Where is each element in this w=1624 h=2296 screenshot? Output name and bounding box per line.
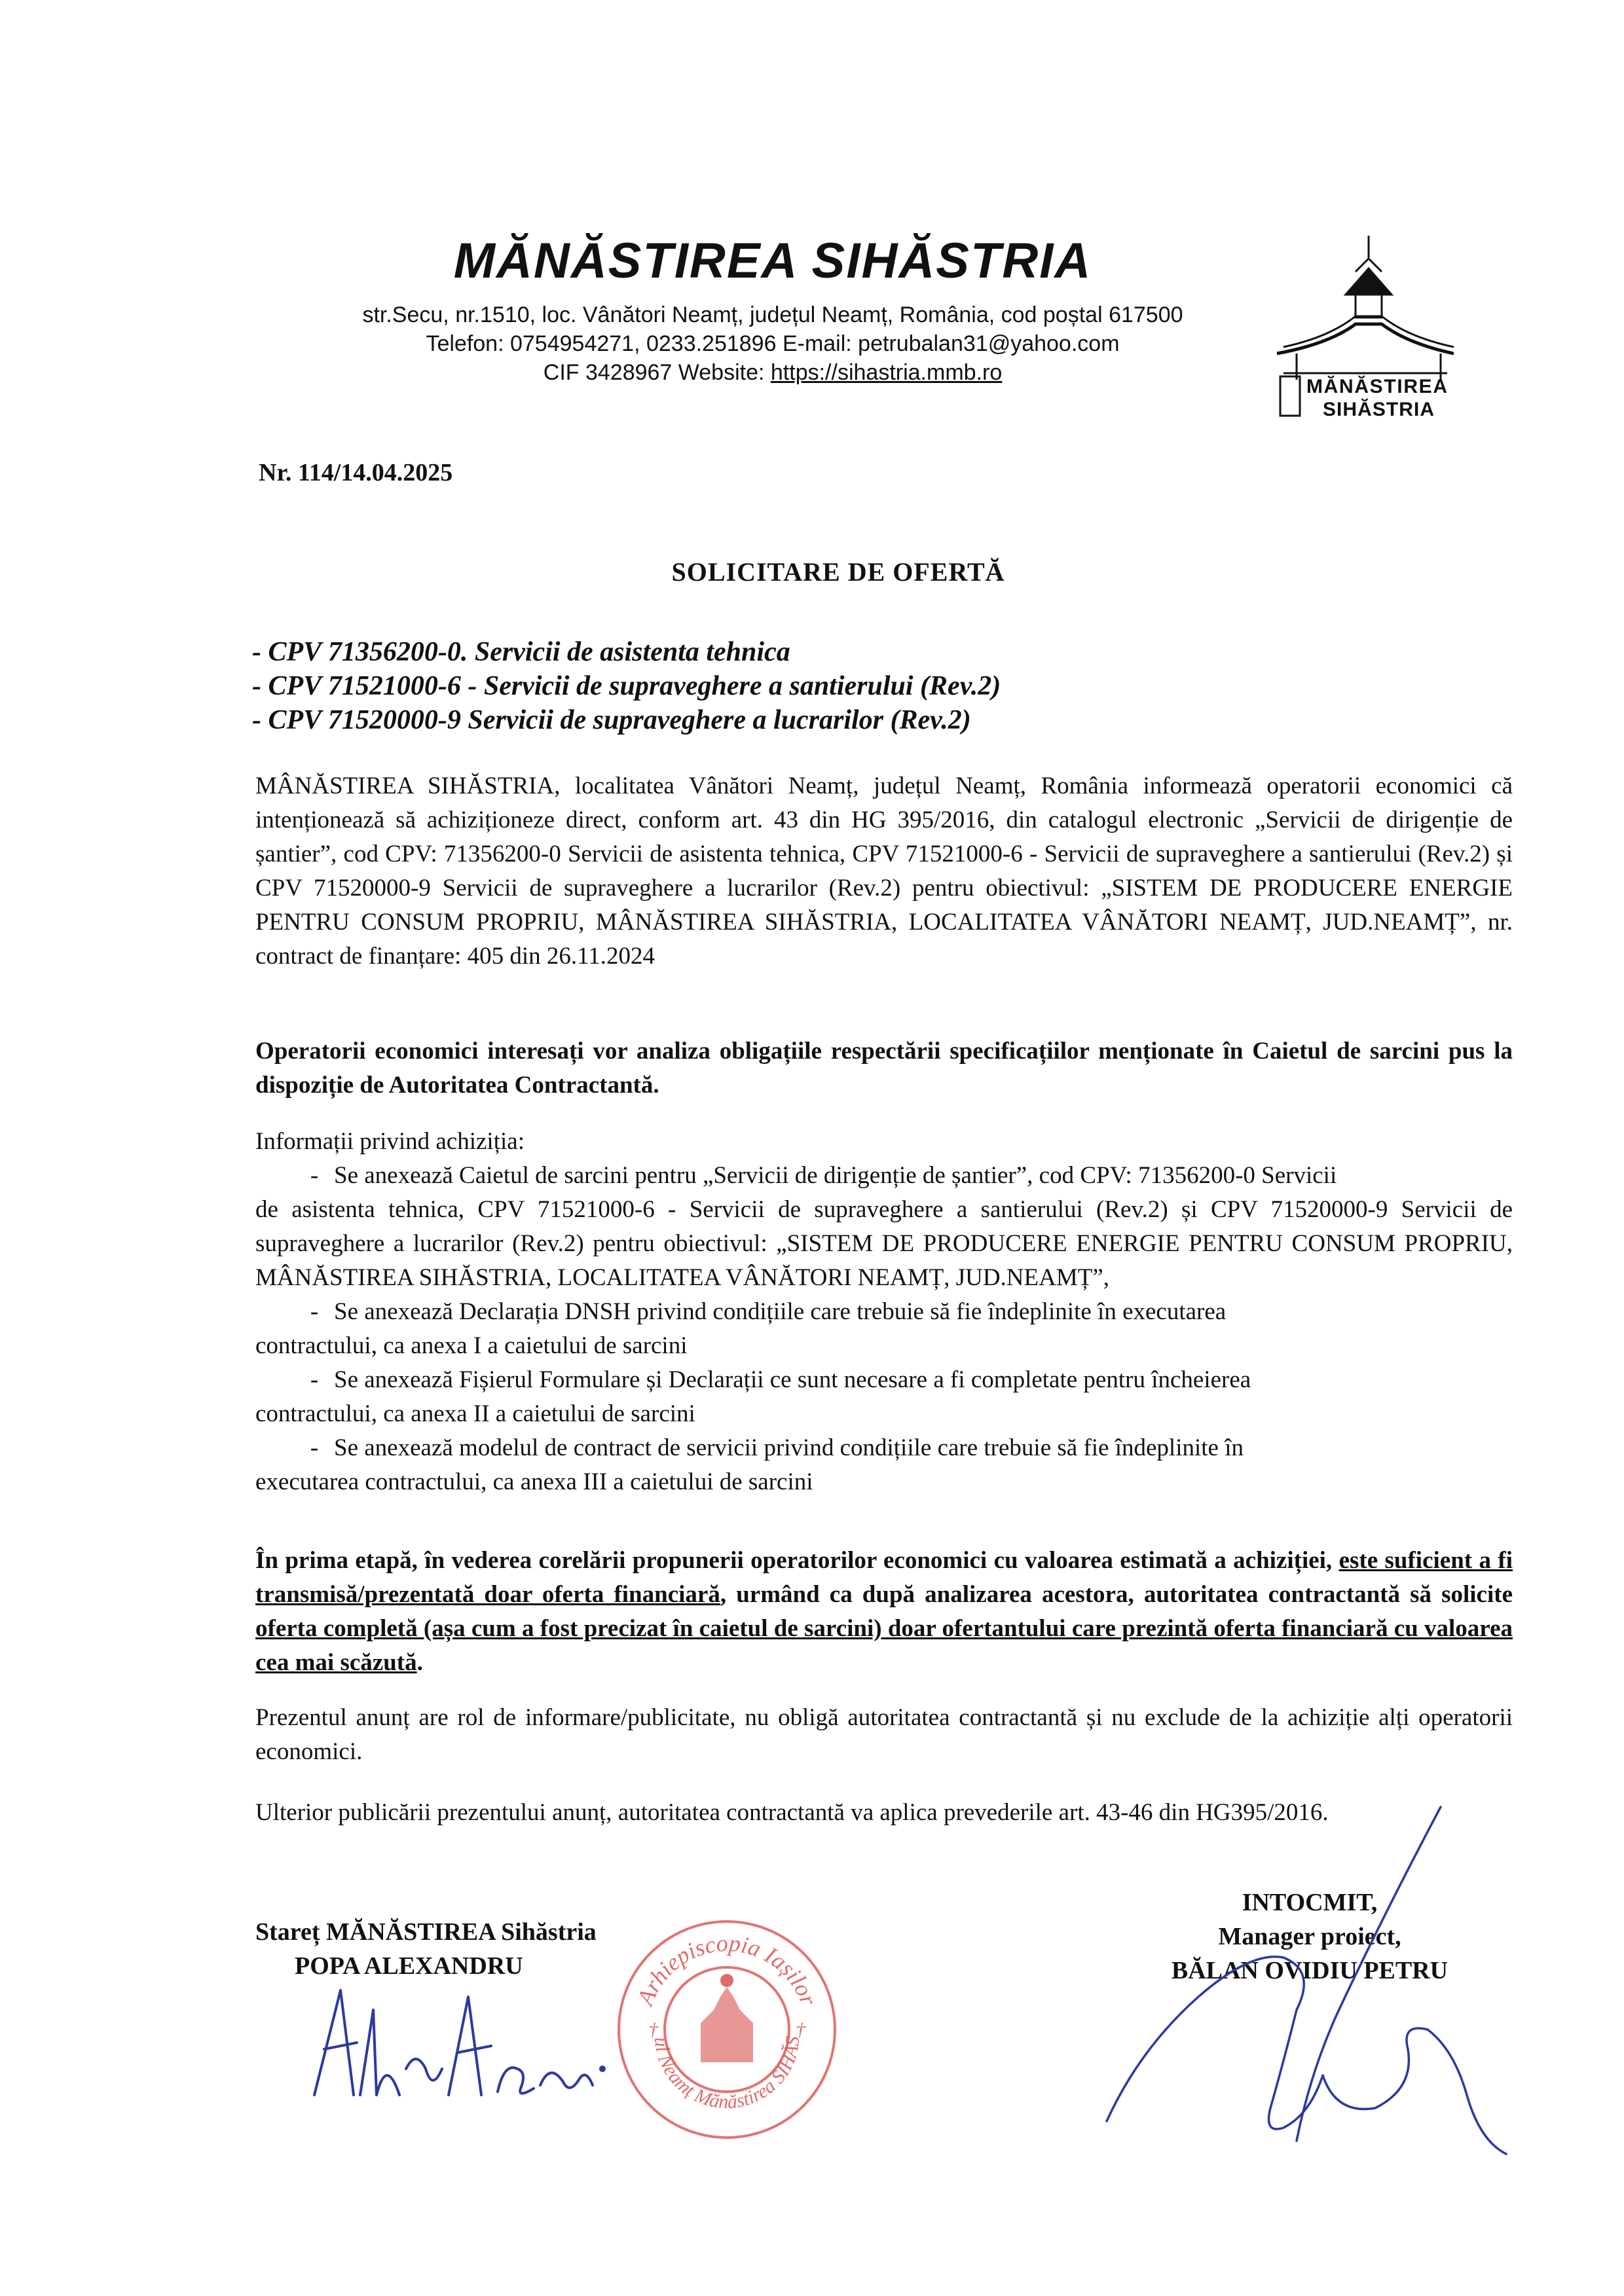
bullet-dash: - xyxy=(310,1298,319,1325)
info-heading: Informații privind achiziția: xyxy=(255,1128,525,1155)
cpv-line-3: - CPV 71520000-9 Servicii de supraveghere a lucrarilor (Rev.2) xyxy=(252,705,971,735)
bullet-first-line: Se anexează modelul de contract de servicii privind condițiile care trebuie să fie îndeplinite în xyxy=(334,1434,1244,1461)
monastery-logo xyxy=(1257,232,1454,422)
logo-text-line2: SIHĂSTRIA xyxy=(1323,399,1434,420)
info-bullet xyxy=(255,1295,1513,1363)
stage-text-underlined-2: oferta completă (așa cum a fost precizat în caietul de sarcini) doar ofertantului care prezintă oferta financiară cu valoarea cea mai scăzută xyxy=(255,1615,1513,1676)
svg-text:†: † xyxy=(796,2019,805,2041)
bullet-dash: - xyxy=(310,1434,319,1461)
manager-name: BĂLAN OVIDIU PETRU xyxy=(1171,1957,1449,1984)
bullet-continuation: contractului, ca anexa II a caietului de sarcini xyxy=(255,1400,695,1427)
stage-text-3: . xyxy=(416,1649,423,1676)
svg-text:†: † xyxy=(648,2019,658,2041)
cpv-line-1: - CPV 71356200-0. Servicii de asistenta tehnica xyxy=(252,637,790,667)
logo-text-line1: MĂNĂSTIREA xyxy=(1306,376,1447,397)
website-link[interactable]: https://sihastria.mmb.ro xyxy=(770,360,1003,385)
project-manager-label: Manager proiect, xyxy=(1218,1923,1401,1950)
document-title: SOLICITARE DE OFERTĂ xyxy=(671,557,1005,587)
monastery-title: MĂNĂSTIREA SIHĂSTRIA xyxy=(453,233,1092,289)
manager-signature xyxy=(1100,1800,1519,2167)
info-bullet xyxy=(255,1431,1513,1499)
intro-text: MÂNĂSTIREA SIHĂSTRIA, localitatea Vânători Neamț, județul Neamț, România informează operatorii economici că intenționează să achiziționeze direct, conform art. 43 din HG 395/2016, din catalogul electronic „Servicii de dirigenție de șantier”, cod CPV: 71356200-0 Servicii de asistenta tehnica, CPV 71521000-6 - Servicii de supraveghere a santierului (Rev.2) și CPV 71520000-9 Servicii de supraveghere a lucrarilor (Rev.2) pentru obiectivul: „SISTEM DE PRODUCERE ENERGIE PENTRU CONSUM PROPRIU, MÂNĂSTIREA SIHĂSTRIA, LOCALITATEA VÂNĂTORI NEAMȚ, JUD.NEAMȚ”, nr. contract de finanțare: 405 din 26.11.2024 xyxy=(255,773,1513,970)
bullet-continuation: contractului, ca anexa I a caietului de sarcini xyxy=(255,1332,688,1359)
bullet-continuation: de asistenta tehnica, CPV 71521000-6 - Servicii de supraveghere a santierului (Rev.2) și CPV 71520000-9 Servicii de supraveghere a lucrarilor (Rev.2) pentru obiectivul: „SISTEM DE PRODUCERE ENERGIE PENTRU CONSUM PROPRIU, MÂNĂSTIREA SIHĂSTRIA, LOCALITATEA VÂNĂTORI NEAMȚ, JUD.NEAMȚ”, xyxy=(255,1196,1513,1291)
abbot-name: POPA ALEXANDRU xyxy=(295,1952,523,1980)
bullet-first-line: Se anexează Caietul de sarcini pentru „Servicii de dirigenție de șantier”, cod CPV: 71356200-0 Servicii xyxy=(334,1162,1337,1189)
operators-text: Operatorii economici interesați vor analiza obligațiile respectării specificațiilor menționate în Caietul de sarcini pus la dispoziție de Autoritatea Contractantă. xyxy=(255,1038,1513,1099)
cpv-line-2: - CPV 71521000-6 - Servicii de supraveghere a santierului (Rev.2) xyxy=(252,671,1001,701)
info-section xyxy=(255,1125,1513,1499)
official-stamp xyxy=(609,1912,845,2147)
stage-text-underlined-1: este suficient a fi transmisă/prezentată doar oferta financiară xyxy=(255,1547,1513,1608)
abbot-role: Stareț MĂNĂSTIREA Sihăstria xyxy=(255,1918,597,1946)
notice-paragraph xyxy=(255,1701,1513,1769)
header-cif: CIF 3428967 Website: xyxy=(543,360,771,385)
stage-text-1: În prima etapă, în vederea corelării propunerii operatorilor economici cu valoarea estimată a achiziției, xyxy=(255,1547,1339,1574)
header-contact: Telefon: 0754954271, 0233.251896 E-mail: petrubalan31@yahoo.com xyxy=(426,331,1120,356)
bullet-dash: - xyxy=(310,1366,319,1393)
info-bullet xyxy=(255,1159,1513,1295)
bullet-dash: - xyxy=(310,1162,319,1189)
prepared-by-label: INTOCMIT, xyxy=(1242,1889,1378,1916)
church-icon xyxy=(1257,232,1454,422)
header-address: str.Secu, nr.1510, loc. Vânători Neamț, județul Neamț, România, cod poștal 617500 xyxy=(362,302,1183,327)
stamp-outer-text: Arhiepiscopia Iașilor xyxy=(631,1929,822,2009)
stamp-seal-icon xyxy=(609,1912,845,2147)
bullet-first-line: Se anexează Declarația DNSH privind condițiile care trebuie să fie îndeplinite în executarea xyxy=(334,1298,1227,1325)
stage-paragraph xyxy=(255,1544,1513,1680)
operators-paragraph xyxy=(255,1034,1513,1102)
document-number: Nr. 114/14.04.2025 xyxy=(259,459,453,486)
bullet-first-line: Se anexează Fișierul Formulare și Declarații ce sunt necesare a fi completate pentru încheierea xyxy=(334,1366,1251,1393)
final-text: Ulterior publicării prezentului anunț, autoritatea contractantă va aplica prevederile art. 43-46 din HG395/2016. xyxy=(255,1799,1329,1826)
intro-paragraph xyxy=(255,769,1513,974)
bullet-continuation: executarea contractului, ca anexa III a caietului de sarcini xyxy=(255,1468,813,1495)
abbot-signature xyxy=(301,1971,616,2115)
stamp-inner-text: ul Neamț Mănăstirea SIHĂS xyxy=(650,2035,804,2113)
stage-text-2: , urmând ca după analizarea acestora, autoritatea contractantă să solicite xyxy=(720,1581,1513,1608)
info-bullet xyxy=(255,1363,1513,1431)
notice-text: Prezentul anunț are rol de informare/publicitate, nu obligă autoritatea contractantă și nu exclude de la achiziție alți operatorii economici. xyxy=(255,1704,1513,1765)
